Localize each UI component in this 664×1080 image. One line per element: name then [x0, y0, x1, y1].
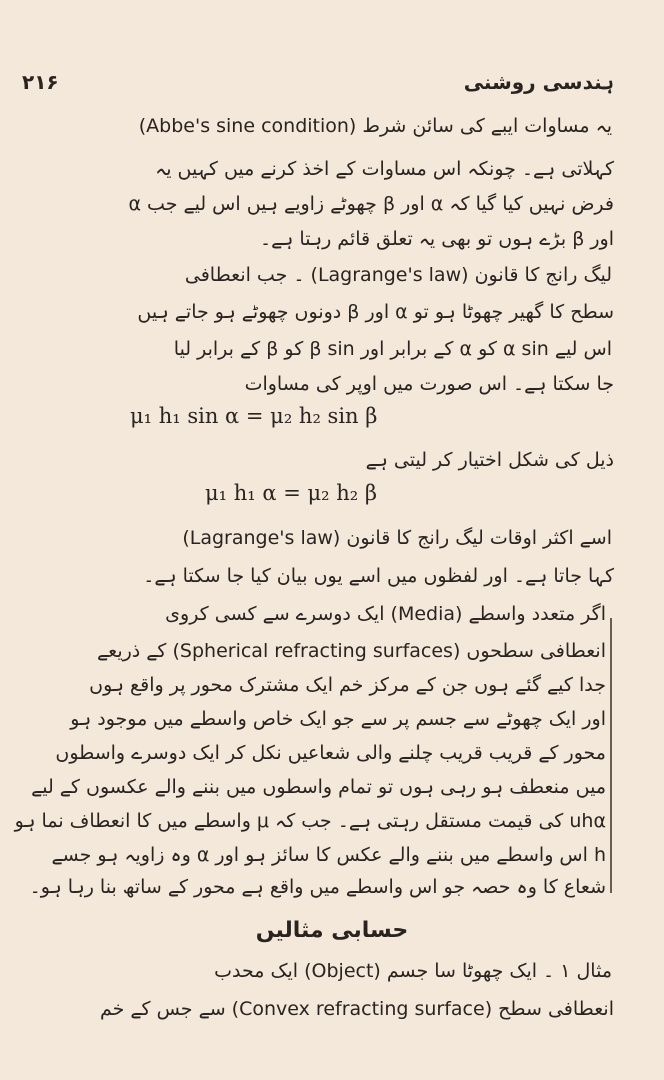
text-line-6: سطح کا گھیر چھوٹا ہو تو α اور β دونوں چھوٹے ہو جاتے ہیں [137, 301, 614, 323]
text-line-7: اس لیے α sin کو α کے برابر اور β sin کو β کے برابر لیا [173, 338, 612, 360]
text-line-12: اگر متعدد واسطے (Media) ایک دوسرے سے کسی کروی [165, 603, 606, 625]
text-line-3: فرض نہیں کیا گیا کہ α اور β چھوٹے زاویے ہیں اس لیے جب α [128, 193, 614, 215]
text-line-20: شعاع کا وہ حصہ جو اس واسطے میں واقع ہے محور کے ساتھ بنا رہا ہو۔ [29, 876, 606, 898]
text-line-4: اور β بڑے ہوں تو بھی یہ تعلق قائم رہتا ہے۔ [259, 228, 614, 250]
text-line-19: h اس واسطے میں بننے والے عکس کا سائز ہو اور α وہ زاویہ ہو جسے [51, 844, 606, 866]
text-line-15: اور ایک چھوٹے سے جسم پر سے جو ایک خاص واسطے میں موجود ہو [70, 708, 606, 730]
text-line-13: انعطافی سطحوں (Spherical refracting surfaces) کے ذریعے [97, 640, 606, 662]
text-line-14: جدا کیے گئے ہوں جن کے مرکز خم ایک مشترک محور پر واقع ہوں [89, 674, 606, 696]
section-heading: حسابی مثالیں [255, 918, 409, 943]
text-line-5: لیگ رانج کا قانون (Lagrange's law) ۔ جب انعطافی [184, 264, 612, 286]
margin-rule [610, 618, 612, 893]
page-number: ۲۱۶ [22, 70, 59, 94]
text-line-9: ذیل کی شکل اختیار کر لیتی ہے [365, 449, 614, 471]
text-line-2: کہلاتی ہے۔ چونکہ اس مساوات کے اخذ کرنے میں کہیں یہ [155, 158, 614, 180]
text-line-18: uhα کی قیمت مستقل رہتی ہے۔ جب کہ μ واسطے میں کا انعطاف نما ہو [14, 810, 606, 832]
text-line-17: میں منعطف ہو رہی ہوں تو تمام واسطوں میں بننے والے عکسوں کے لیے [31, 776, 606, 798]
text-line-11: کہا جاتا ہے۔ اور لفظوں میں اسے یوں بیان کیا جا سکتا ہے۔ [143, 565, 614, 587]
text-line-22: انعطافی سطح (Convex refracting surface) سے جس کے خم [99, 998, 614, 1020]
text-line-10: اسے اکثر اوقات لیگ رانج کا قانون (Lagrange's law) [182, 527, 612, 549]
text-line-1: یہ مساوات ایبے کی سائن شرط (Abbe's sine condition) [138, 115, 612, 137]
running-head: ہندسی روشنی [463, 70, 614, 94]
text-line-16: محور کے قریب قریب چلنے والی شعاعیں نکل کر ایک دوسرے واسطوں [55, 742, 606, 764]
text-line-8: جا سکتا ہے۔ اس صورت میں اوپر کی مساوات [244, 373, 614, 395]
equation-sine: μ₁ h₁ sin α = μ₂ h₂ sin β [130, 404, 378, 428]
text-line-21: مثال ۱ ۔ ایک چھوٹا سا جسم (Object) ایک محدب [214, 960, 612, 982]
equation-lagrange: μ₁ h₁ α = μ₂ h₂ β [205, 481, 377, 505]
